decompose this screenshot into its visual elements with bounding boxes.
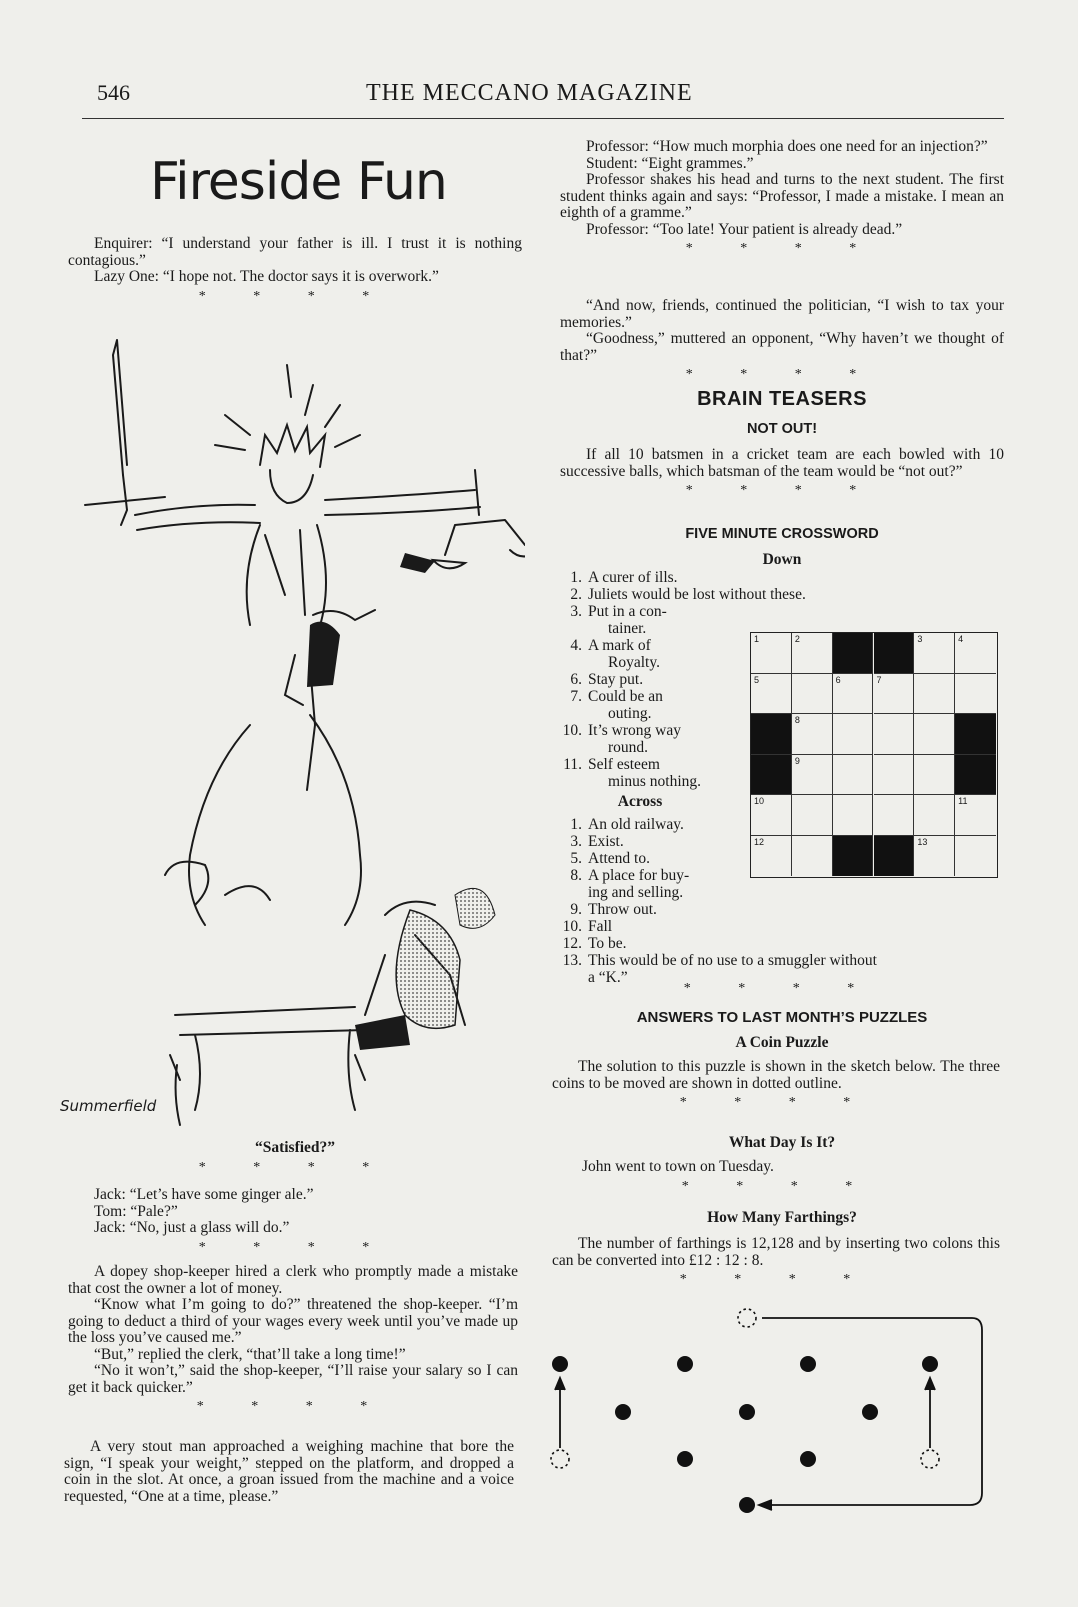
crossword-clue (552, 936, 722, 953)
crossword-clue (552, 817, 722, 834)
joke-weighing-machine (64, 1439, 514, 1505)
grid-cell (874, 795, 915, 836)
grid-cell (914, 795, 955, 836)
grid-cell (914, 674, 955, 715)
joke-shop-keeper (68, 1264, 518, 1420)
crossword-clue (552, 570, 1000, 587)
coin (739, 1497, 755, 1513)
grid-cell (914, 755, 955, 796)
dotted-coin (551, 1450, 569, 1468)
coin (739, 1404, 755, 1420)
grid-cell-black (833, 836, 874, 877)
clue-continuation: outing. (608, 704, 652, 722)
clue-continuation: ing and selling. (588, 883, 684, 901)
clue-text: Fall (588, 918, 613, 935)
grid-cell (874, 714, 915, 755)
crossword-clue (552, 902, 722, 919)
separator-stars: * * * * (198, 1239, 392, 1255)
joke-line: Jack: “No, just a glass will do.” (94, 1219, 290, 1236)
joke-line: Lazy One: “I hope not. The doctor says it is overwork.” (94, 268, 439, 285)
joke-line: “But,” replied the clerk, “that’ll take a long time!” (94, 1345, 406, 1363)
joke-line: Student: “Eight grammes.” (586, 154, 754, 172)
grid-cell-black (874, 836, 915, 877)
farthings-heading: How Many Farthings? (707, 1209, 857, 1226)
crossword-clue (552, 723, 732, 756)
clue-text: Exist. (588, 833, 624, 850)
clue-number: 1. (570, 569, 582, 586)
dotted-coin (921, 1450, 939, 1468)
joke-ginger-ale (68, 1187, 522, 1260)
coin-solution-sketch (540, 1300, 1000, 1520)
clue-number: 7. (570, 688, 582, 705)
clue-continuation: minus nothing. (608, 772, 702, 790)
clue-number: 4. (570, 637, 582, 654)
clue-text: A curer of ills. (588, 569, 678, 586)
joke-line: A dopey shop-keeper hired a clerk who promptly made a mistake that cost the owner a lot of money. (68, 1263, 518, 1297)
not-out-heading: NOT OUT! (746, 421, 818, 437)
clue-number: 8. (570, 867, 582, 884)
grid-cell (792, 755, 833, 796)
grid-number: 3 (917, 634, 923, 644)
separator-stars: * * * * (681, 1178, 875, 1194)
grid-cell (792, 674, 833, 715)
answer-text: The number of farthings is 12,128 and by inserting two colons this can be converted into £12 : 12 : 8. (552, 1235, 1000, 1269)
crossword-clue (552, 834, 722, 851)
coin (615, 1404, 631, 1420)
grid-cell (914, 633, 955, 674)
clue-number: 10. (562, 918, 582, 935)
separator-stars: * * * * (685, 367, 879, 382)
grid-cell (955, 836, 996, 877)
grid-cell (751, 836, 792, 877)
brain-teasers-heading: BRAIN TEASERS (697, 388, 867, 410)
clue-number: 13. (562, 952, 582, 969)
grid-cell (874, 755, 915, 796)
grid-number: 7 (876, 674, 882, 685)
crossword-heading: FIVE MINUTE CROSSWORD (685, 526, 879, 542)
clue-number: 9. (570, 901, 582, 918)
grid-cell (751, 795, 792, 836)
clue-continuation: round. (608, 738, 649, 756)
farthings-answer (552, 1236, 1000, 1293)
joke-line: “Know what I’m going to do?” threatened the shop-keeper. “I’m going to deduct a third of your wages every week until you’ve made up the loss you’ve caused me.” (68, 1296, 518, 1346)
separator-stars-block (680, 978, 880, 1001)
magazine-title: THE MECCANO MAGAZINE (366, 80, 693, 106)
joke-line: “Goodness,” muttered an opponent, “Why haven’t we thought of that?” (560, 330, 1004, 364)
answer-text: The solution to this puzzle is shown in the sketch below. The three coins to be moved are shown in dotted outline. (552, 1058, 1000, 1092)
clue-text: Attend to. (588, 850, 650, 867)
clue-text: Put in a con- (588, 603, 667, 620)
grid-cell (792, 714, 833, 755)
grid-cell (751, 633, 792, 674)
separator-stars: * * * * (679, 1095, 873, 1110)
clue-number: 3. (570, 603, 582, 620)
grid-cell (792, 795, 833, 836)
crossword-across-heading: Across (617, 793, 663, 810)
grid-cell-black (751, 755, 792, 796)
not-out-puzzle (560, 447, 1004, 504)
joke-professor (560, 139, 1004, 262)
cartoon-signature: Summerfield (60, 1097, 157, 1115)
clue-number: 3. (570, 833, 582, 850)
grid-cell (914, 836, 955, 877)
crossword-clue (552, 919, 722, 936)
coins (552, 1356, 938, 1513)
clue-number: 12. (562, 935, 582, 952)
crossword-clue (552, 672, 732, 689)
joke-line: “And now, friends, continued the politician, “I wish to tax your memories.” (560, 297, 1004, 331)
clue-number: 11. (563, 756, 582, 773)
grid-cell-black (874, 633, 915, 674)
separator-stars: * * * * (198, 1159, 392, 1175)
clue-number: 5. (570, 850, 582, 867)
coin-puzzle-answer (552, 1059, 1000, 1116)
joke-politician (560, 298, 1004, 388)
clue-continuation: a “K.” (588, 968, 628, 986)
grid-number: 13 (917, 836, 928, 847)
clue-text: Could be an (588, 688, 663, 705)
grid-number: 2 (794, 634, 800, 644)
grid-number: 8 (794, 715, 800, 725)
dotted-coins (551, 1309, 939, 1468)
grid-number: 11 (958, 796, 968, 806)
grid-number: 5 (754, 674, 760, 685)
coin (677, 1451, 693, 1467)
grid-cell (914, 714, 955, 755)
grid-cell (833, 755, 874, 796)
joke-line: “No it won’t,” said the shop-keeper, “I’ll raise your salary so I can get it back quicker.” (68, 1362, 518, 1396)
grid-number: 10 (754, 796, 765, 806)
grid-cell (955, 674, 996, 715)
coin (922, 1356, 938, 1372)
joke-line: Professor: “How much morphia does one need for an injection?” (586, 138, 988, 155)
crossword-clue (552, 604, 732, 637)
clue-text: Self esteem (588, 756, 660, 773)
joke-line: Jack: “Let’s have some ginger ale.” (94, 1186, 314, 1203)
crossword-clue (552, 757, 732, 790)
grid-number: 12 (754, 836, 765, 847)
answer-text: John went to town on Tuesday. (582, 1158, 774, 1175)
clue-number: 2. (570, 586, 582, 603)
crossword-grid (750, 632, 998, 878)
cartoon-caption: “Satisfied?” (254, 1139, 336, 1156)
cartoon-caption-block (68, 1140, 522, 1180)
grid-number: 9 (794, 755, 800, 766)
grid-cell-black (955, 714, 996, 755)
clue-continuation: tainer. (608, 619, 647, 637)
clue-text: A place for buy- (588, 867, 690, 884)
joke-enquirer (68, 236, 522, 309)
separator-stars: * * * * (198, 288, 392, 304)
what-day-heading: What Day Is It? (728, 1134, 836, 1151)
clue-text: Juliets would be lost without these. (588, 586, 806, 603)
coin-puzzle-heading: A Coin Puzzle (735, 1034, 829, 1051)
puzzle-text: If all 10 batsmen in a cricket team are each bowled with 10 successive balls, which batsman of the team would be “not out?” (560, 446, 1004, 480)
separator-stars: * * * * (196, 1399, 390, 1414)
clue-text: To be. (588, 935, 627, 952)
page-number: 546 (97, 80, 130, 105)
grid-number: 1 (754, 634, 760, 644)
grid-cell (955, 633, 996, 674)
clue-continuation: Royalty. (608, 653, 660, 671)
joke-line: Professor: “Too late! Your patient is already dead.” (586, 220, 903, 238)
joke-line: Enquirer: “I understand your father is ill. I trust it is nothing contagious.” (68, 235, 522, 269)
grid-number: 4 (958, 634, 964, 644)
grid-cell (874, 674, 915, 715)
grid-cell (751, 674, 792, 715)
grid-cell-black (751, 714, 792, 755)
coin (800, 1356, 816, 1372)
crossword-clue (552, 638, 732, 671)
fireside-fun-title: Fireside Fun (150, 152, 447, 212)
clue-text: An old railway. (588, 816, 684, 833)
grid-cell (833, 714, 874, 755)
grid-cell (792, 633, 833, 674)
grid-cell (833, 795, 874, 836)
grid-cell-black (833, 633, 874, 674)
separator-stars: * * * * (679, 1272, 873, 1287)
clue-text: Throw out. (588, 901, 657, 918)
clue-text: It’s wrong way (588, 722, 681, 739)
coin (800, 1451, 816, 1467)
grid-cell (833, 674, 874, 715)
crossword-clue (552, 689, 732, 722)
joke-line: Professor shakes his head and turns to the next student. The first student thinks again and says: “Professor, I made a mistake. I mean an eighth of a gramme.” (560, 171, 1004, 221)
crossword-clue (552, 851, 722, 868)
coin (862, 1404, 878, 1420)
coin (677, 1356, 693, 1372)
joke-line: Tom: “Pale?” (94, 1202, 178, 1220)
clue-text: A mark of (588, 637, 651, 654)
statue-cartoon (55, 335, 525, 1135)
grid-number: 6 (835, 674, 841, 685)
crossword-down-heading: Down (762, 551, 802, 568)
dotted-coin (738, 1309, 756, 1327)
clue-number: 10. (562, 722, 582, 739)
clue-number: 1. (570, 816, 582, 833)
what-day-answer (556, 1159, 1000, 1199)
separator-stars: * * * * (685, 483, 879, 498)
separator-stars: * * * * (683, 981, 877, 996)
crossword-clue (552, 587, 1000, 604)
separator-stars: * * * * (685, 241, 879, 256)
clue-number: 6. (570, 671, 582, 688)
crossword-clue (552, 868, 722, 901)
joke-line: A very stout man approached a weighing machine that bore the sign, “I speak your weight,” stepped on the platform, and dropped a coin in the slot. At once, a groan issued from the machine and a voice requested, “One at a time, please.” (64, 1438, 514, 1505)
grid-cell-black (955, 755, 996, 796)
header-rule (82, 118, 1004, 119)
answers-heading: ANSWERS TO LAST MONTH’S PUZZLES (636, 1009, 928, 1026)
clue-text: Stay put. (588, 671, 644, 688)
coin (552, 1356, 568, 1372)
grid-cell (792, 836, 833, 877)
clue-text: This would be of no use to a smuggler without (588, 952, 877, 969)
grid-cell (955, 795, 996, 836)
